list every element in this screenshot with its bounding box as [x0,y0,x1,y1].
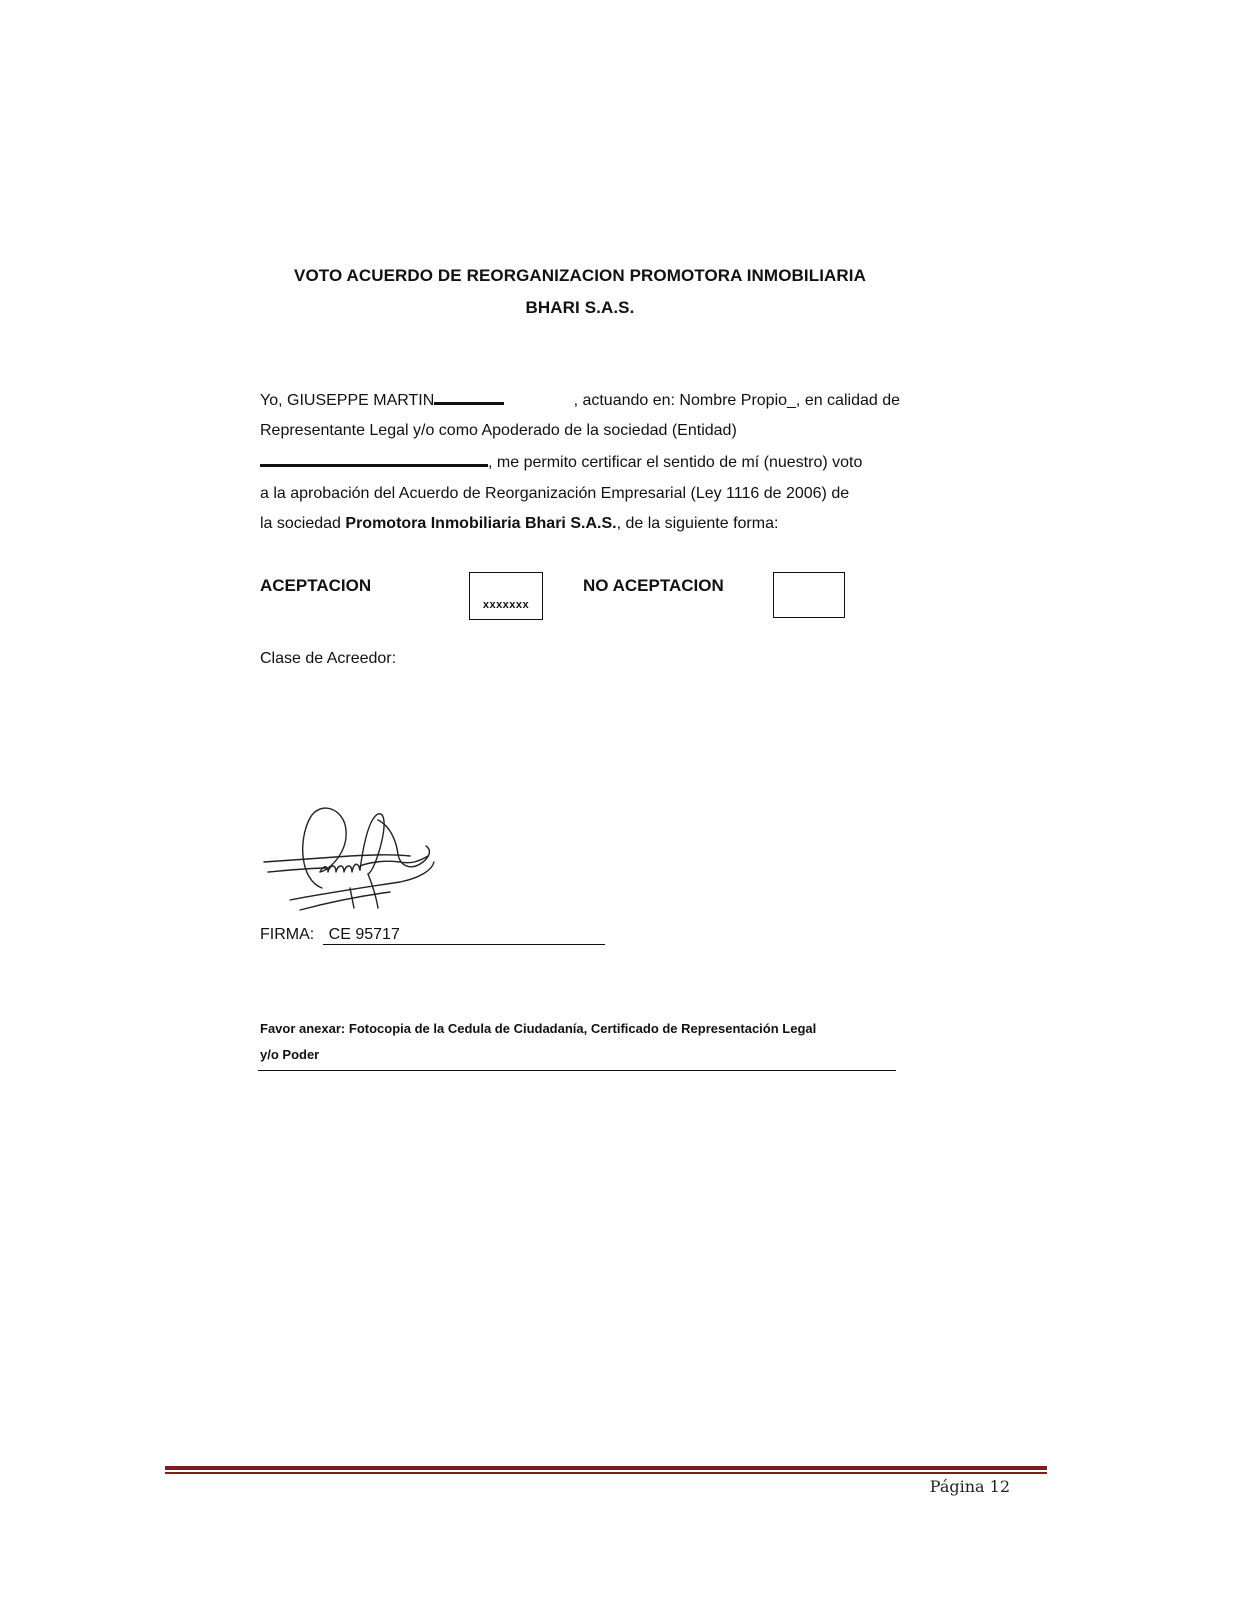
creditor-class-label: Clase de Acreedor: [260,650,397,667]
accept-label: ACEPTACION [260,576,372,595]
paragraph-line-4: a la aprobación del Acuerdo de Reorganización Empresarial (Ley 1116 de 2006) de [260,485,850,502]
paragraph-line-5-end: , de la siguiente forma: [616,515,779,532]
paragraph-line-3-text: , me permito certificar el sentido de mí (nuestro) voto [488,454,863,471]
declarant-name: Yo, GIUSEPPE MARTIN [260,392,435,409]
attachments-underline [258,1070,896,1071]
reject-checkbox[interactable] [773,572,845,618]
reject-label: NO ACEPTACION [583,576,724,595]
attachments-note-line-1: Favor anexar: Fotocopia de la Cedula de Ciudadanía, Certificado de Representación Legal [260,1021,817,1036]
signature-label: FIRMA: [260,926,315,943]
paragraph-line-1 [260,385,900,416]
entity-blank [260,450,488,467]
document-title-line-1: VOTO ACUERDO DE REORGANIZACION PROMOTORA INMOBILIARIA [294,266,866,285]
paragraph-line-5-start: la sociedad [260,515,346,532]
paragraph-line-5 [260,508,778,539]
paragraph-line-2: Representante Legal y/o como Apoderado de la sociedad (Entidad) [260,422,737,439]
attachments-note-line-2: y/o Poder [260,1047,320,1062]
footer-rule-thick [165,1466,1047,1470]
name-blank [434,388,504,405]
company-name: Promotora Inmobiliaria Bhari S.A.S. [345,515,617,532]
accept-checkbox[interactable] [469,572,543,620]
accept-mark: xxxxxxx [482,599,530,611]
signature-line [260,926,605,945]
document-title-line-2: BHARI S.A.S. [525,298,635,317]
page-number: Página 12 [929,1477,1010,1496]
paragraph-line-1-rest: , actuando en: Nombre Propio_, en calidad de [573,392,900,409]
paragraph-line-3 [260,447,862,478]
footer-rule-thin [165,1472,1047,1474]
attachments-note [260,1016,896,1068]
handwritten-signature [260,800,440,920]
signature-id-value: CE 95717 [323,926,605,945]
